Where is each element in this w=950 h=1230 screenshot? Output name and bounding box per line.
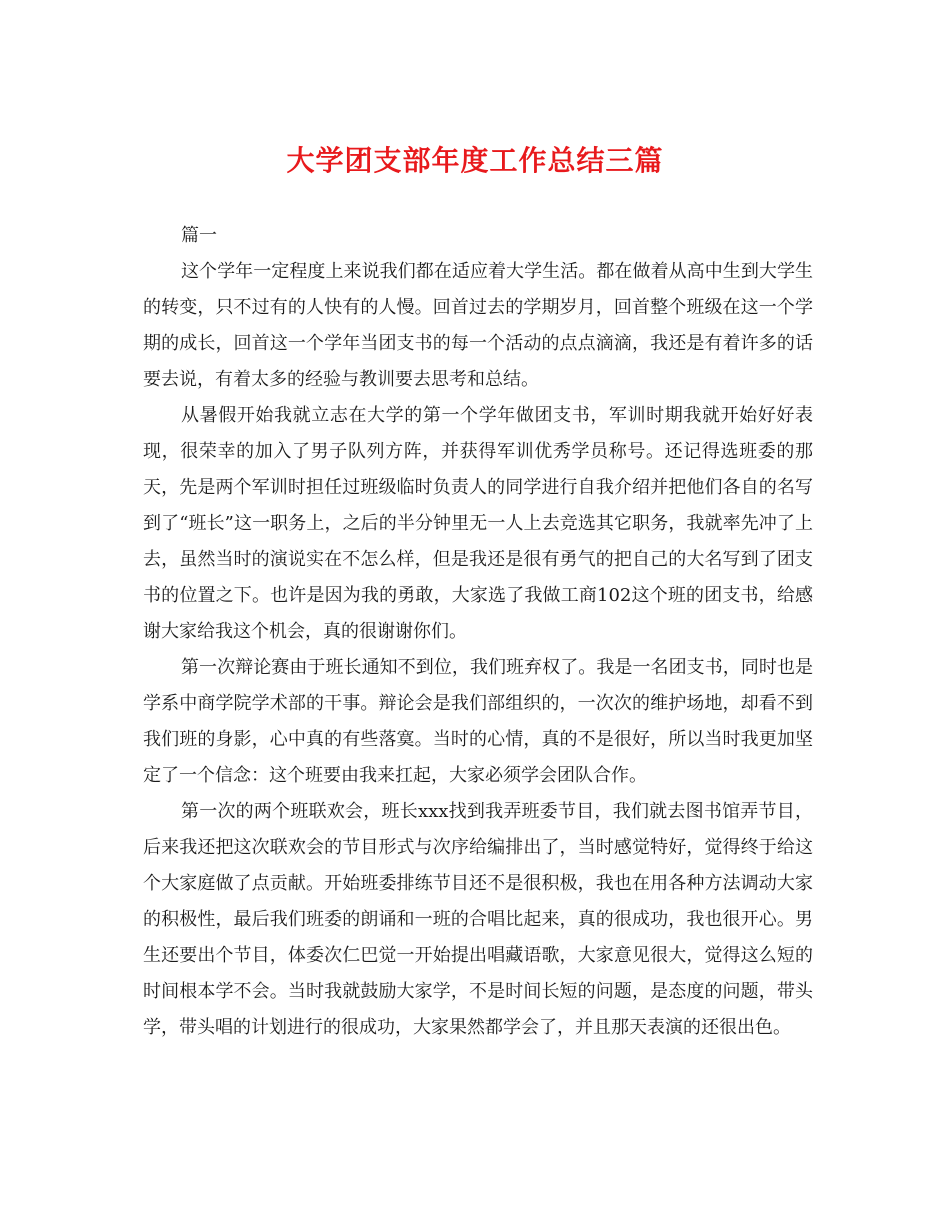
document-body — [143, 218, 813, 1046]
paragraph-3: 第一次辩论赛由于班长通知不到位，我们班弃权了。我是一名团支书，同时也是学系中商学院学术部的干事。辩论会是我们部组织的，一次次的维护场地，却看不到我们班的身影，心中真的有些落寞。当时的心情，真的不是很好，所以当时我更加坚定了一个信念：这个班要由我来扛起，大家必须学会团队合作。 — [143, 657, 813, 786]
section-heading: 篇一 — [181, 225, 217, 246]
paragraph-4: 第一次的两个班联欢会，班长xxx找到我弄班委节目，我们就去图书馆弄节目，后来我还把这次联欢会的节目形式与次序给编排出了，当时感觉特好，觉得终于给这个大家庭做了点贡献。开始班委排练节目还不是很积极，我也在用各种方法调动大家的积极性，最后我们班委的朗诵和一班的合唱比起来，真的很成功，我也很开心。男生还要出个节目，体委次仁巴觉一开始提出唱藏语歌，大家意见很大，觉得这么短的时间根本学不会。当时我就鼓励大家学，不是时间长短的问题，是态度的问题，带头学，带头唱的计划进行的很成功，大家果然都学会了，并且那天表演的还很出色。 — [143, 801, 813, 1038]
paragraph-2: 从暑假开始我就立志在大学的第一个学年做团支书，军训时期我就开始好好表现，很荣幸的加入了男子队列方阵，并获得军训优秀学员称号。还记得选班委的那天，先是两个军训时担任过班级临时负责人的同学进行自我介绍并把他们各自的名写到了“班长”这一职务上，之后的半分钟里无一人上去竞选其它职务，我就率先冲了上去，虽然当时的演说实在不怎么样，但是我还是很有勇气的把自己的大名写到了团支书的位置之下。也许是因为我的勇敢，大家选了我做工商102这个班的团支书，给感谢大家给我这个机会，真的很谢谢你们。 — [143, 405, 813, 642]
document-title: 大学团支部年度工作总结三篇 — [286, 144, 664, 177]
paragraph-1: 这个学年一定程度上来说我们都在适应着大学生活。都在做着从高中生到大学生的转变，只不过有的人快有的人慢。回首过去的学期岁月，回首整个班级在这一个学期的成长，回首这一个学年当团支书的每一个活动的点点滴滴，我还是有着许多的话要去说，有着太多的经验与教训要去思考和总结。 — [143, 261, 813, 390]
